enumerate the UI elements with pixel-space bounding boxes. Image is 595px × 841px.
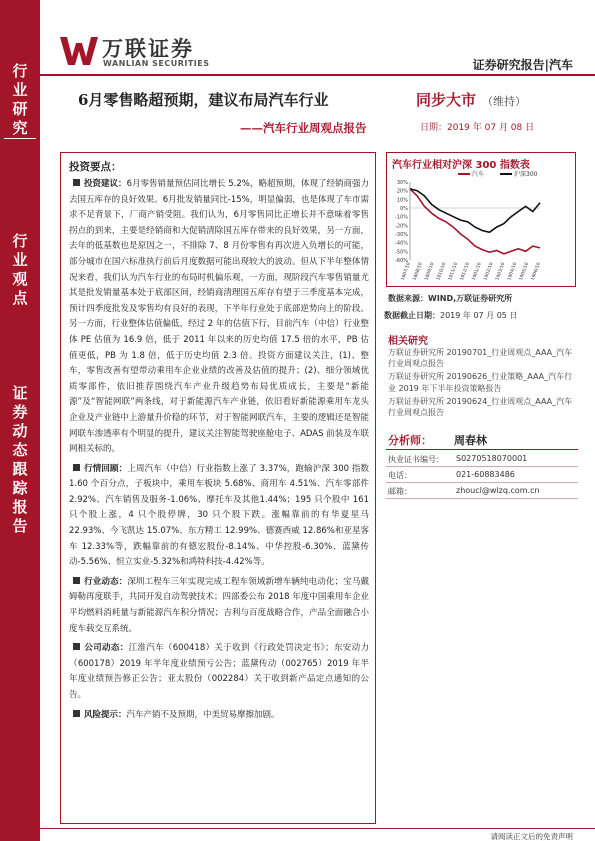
sidebar-industry-view: 行 业 观 点 — [12, 232, 28, 307]
x-tick-label: 1807/10 — [400, 261, 412, 282]
company-logo — [60, 33, 240, 71]
legend-label: 汽车 — [472, 171, 485, 178]
section-text: 深圳工程车三年实现完成工程车领域新增车辆纯电动化；宝马戴姆勒再度联手，共同开发自动驾驶技术；四部委公布 2018 年度中国乘用车企业平均燃料消耗量与新能源汽车积分情况；吉利与百度战略合作，产品全面融合小度车载交互系统。 — [69, 576, 369, 634]
data-source: 数据来源：WIND,万联证券研究所 — [388, 294, 513, 303]
section-text: 6月零售销量预估同比增长 5.2%，略超预期，体现了经销商强力去国五库存的良好效果。6月批发销量同比-15%，明显偏弱，也是体现了车市需求不足背景下，厂商产销受阻。我们认为，6月零售同比正增长并不意味着零售拐点的到来，主要是经销商和大促销清除国五库存带来的良好效果，另一方面，去年的低基数也是原因之一，不排除 7、8 月份零售有再次进入负增长的可能，部分城市在国六标准执行前后月度数据可能出现较大的波动。但从下半年整体情况来看，我们认为汽车行业的布局时机偏乐观，一方面，现阶段汽车零售销量尤其是批发销量基本处于底部区间，经销商清理国五库存有望于三季度基本完成，预计四季度批发及零售均有良好的表现，下半年行业处于底部逆势向上的阶段。另一方面，行业整体估值偏低，经过 2 年的估值下行，目前汽车（中信）行业整体 PE 估值为 16.9 倍，低于 2011 年以来的历史均值 17.5 倍的水平，PB 估值更低，PB 为 1.8 倍，低于历史均值 2.3 倍。投资方面建议关注，(1)、整车，零售改善有望带动乘用车企业业绩的改善及估值的提升；(2)、细分领域优质零部件，依旧推荐围绕汽车产业升级趋势布局优质成长，主要是“新能源”及“智能网联”两条线，对于新能源汽车产业链，依旧看好新能源乘用车龙头企业及产业链中上游量升价稳的环节，对于智能网联汽车，主要的逻辑还是智能网联车渗透率有个明显的提升，建议关注智能驾驶座舱电子、ADAS 前装及车联网相关标的。 — [69, 179, 369, 455]
section-key: 公司动态： — [84, 643, 129, 654]
analyst-heading: 分析师： — [388, 434, 432, 447]
row-divider — [386, 498, 578, 499]
y-tick-label: -50% — [395, 249, 408, 256]
highlight-section — [69, 177, 369, 458]
rating-sub: （维持） — [482, 95, 527, 108]
section-key: 风险提示： — [84, 709, 127, 720]
section-key: 行业动态： — [84, 576, 128, 587]
analyst-name: 周春林 — [454, 434, 487, 447]
highlight-section — [69, 462, 369, 571]
bullet-icon — [73, 464, 80, 471]
x-tick-label: 1901/10 — [471, 261, 483, 282]
highlight-section — [69, 708, 369, 724]
y-tick-label: -10% — [395, 214, 408, 221]
y-tick-label: -40% — [395, 240, 408, 247]
y-tick-label: 10% — [396, 197, 408, 204]
x-tick-label: 1811/10 — [448, 261, 460, 282]
y-tick-label: 0% — [400, 206, 408, 212]
related-research-list — [388, 347, 578, 420]
analyst-phone: 电话： 021-60883486 — [388, 470, 515, 480]
y-tick-label: -20% — [395, 223, 408, 230]
section-text: 汽车产销不及预期，中美贸易摩擦加剧。 — [126, 709, 280, 720]
section-key: 行情回顾： — [84, 463, 128, 474]
y-tick-label: 30% — [396, 180, 408, 186]
bullet-icon — [73, 643, 80, 650]
report-date: 日期：2019 年 07 月 08 日 — [420, 123, 535, 133]
data-cutoff-date: 数据截止日期：2019 年 07 月 05 日 — [384, 311, 518, 320]
section-key: 投资建议： — [84, 179, 127, 189]
logo-name-cn: 万联证券 — [102, 37, 194, 61]
x-tick-label: 1902/10 — [483, 261, 495, 282]
related-item[interactable]: 万联证券研究所 20190626_行业策略_AAA_汽车行业 2019 年下半年投资策略报告 — [388, 372, 573, 393]
relative-index-chart — [388, 168, 574, 286]
report-type: 证券研究报告|汽车 — [472, 58, 573, 72]
logo-name-en: WANLIAN SECURITIES — [103, 59, 210, 68]
x-tick-label: 1809/10 — [424, 261, 436, 282]
x-tick-label: 1808/10 — [412, 261, 424, 282]
bullet-icon — [73, 179, 80, 186]
legend-label: 沪深300 — [514, 171, 538, 178]
x-tick-label: 1903/10 — [495, 261, 507, 282]
x-tick-label: 1904/10 — [507, 261, 519, 282]
highlights-heading: 投资要点： — [69, 161, 122, 173]
related-item[interactable]: 万联证券研究所 20190701_行业周观点_AAA_汽车行业周观点报告 — [388, 348, 573, 369]
rating-label: 同步大市 — [416, 91, 477, 109]
disclaimer-note: 请阅读正文后的免责声明 — [490, 832, 573, 841]
row-divider — [386, 482, 578, 483]
y-tick-label: -30% — [395, 232, 408, 238]
sidebar-dynamic-tracking: 证 券 动 态 跟 踪 报 告 — [12, 384, 28, 535]
footer-divider — [40, 828, 595, 829]
x-tick-label: 1906/10 — [530, 261, 542, 282]
sidebar-divider — [4, 138, 36, 139]
analyst-cert: 执业证书编号： S0270518070001 — [388, 454, 528, 464]
rating — [416, 89, 526, 110]
bullet-icon — [73, 577, 80, 584]
chart-title: 汽车行业相对沪深 300 指数表 — [392, 160, 530, 171]
header-divider — [40, 74, 595, 76]
bullet-icon — [73, 710, 80, 717]
analyst-email[interactable]: 邮箱： zhoucl@wlzq.com.cn — [388, 486, 540, 496]
x-tick-label: 1812/10 — [459, 261, 471, 282]
page-title: 6月零售略超预期，建议布局汽车行业 — [78, 91, 329, 109]
related-research-heading: 相关研究 — [388, 336, 428, 347]
highlight-section — [69, 575, 369, 637]
section-text: 江淮汽车（600418）关于收到《行政处罚决定书》；东安动力（600178）2019 年半年度业绩预亏公告；蓝黛传动（002765）2019 年半年度业绩预告修正公告；亚太股份（002284）关于收到新产品定点通知的公告。 — [69, 643, 369, 700]
highlight-section — [69, 641, 369, 703]
related-item[interactable]: 万联证券研究所 20190624_行业周观点_AAA_汽车行业周观点报告 — [388, 396, 573, 418]
x-tick-label: 1905/10 — [518, 261, 531, 282]
analyst-divider — [386, 449, 578, 450]
series-line-0 — [410, 189, 540, 254]
sidebar-industry-research: 行 业 研 究 — [12, 62, 28, 137]
page-subtitle: ——汽车行业周观点报告 — [240, 121, 367, 135]
investment-highlights — [60, 152, 376, 824]
wanlian-logo-icon — [60, 35, 98, 67]
y-tick-label: -60% — [395, 258, 408, 264]
y-tick-label: 20% — [396, 188, 408, 195]
x-tick-label: 1810/10 — [436, 261, 448, 282]
sidebar — [0, 0, 40, 841]
row-divider — [386, 466, 578, 467]
section-text: 上周汽车（中信）行业指数上涨了 3.37%，跑输沪深 300 指数 1.60 个百分点，子板块中，乘用车板块 5.68%、商用车 4.51%、汽车零部件 2.92%、汽车销售及服务-1.06%、摩托车及其他1.44%；195 只个股中 161 只个股上涨，4 只个股停牌，30 只个股下跌。涨幅靠前的有华夏星马 22.93%、今飞凯达 15.07%、东方精工 12.99%、德赛西威 12.86%和亚星客车 12.33%等，跌幅靠前的有德宏股份-8.14%、中华控股-6.30%、蓝黛传动-5.56%、恒立实业-5.32%和鸿特科技-4.42%等。 — [69, 463, 369, 568]
